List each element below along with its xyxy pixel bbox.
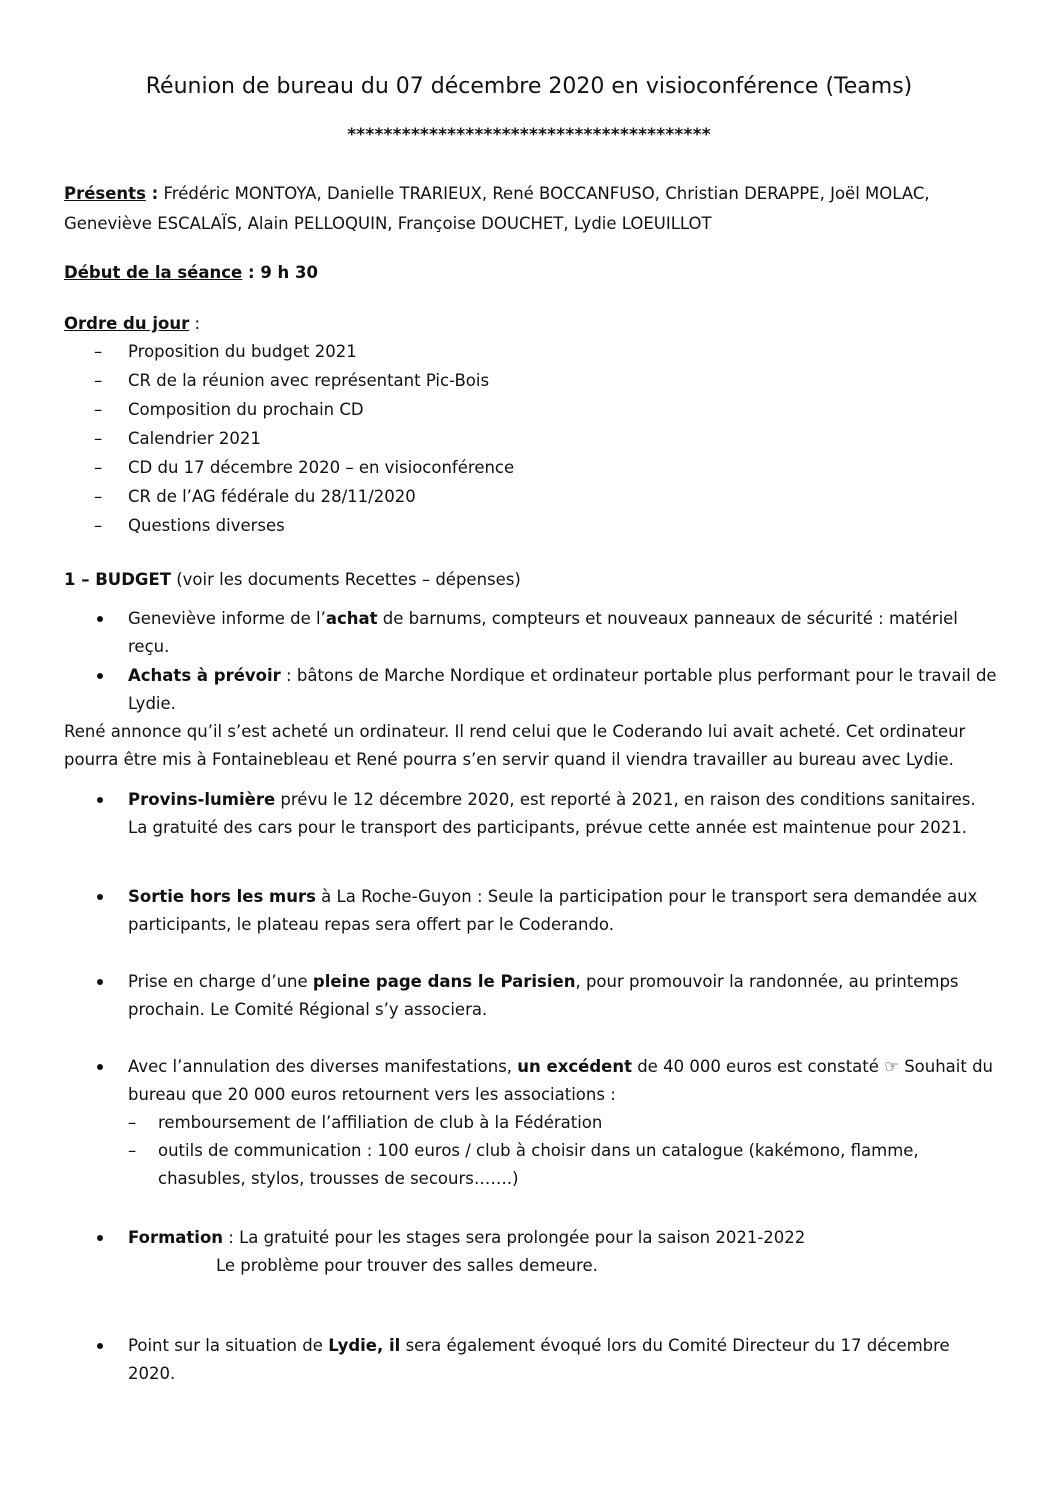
budget-bullet-formation: Formation : La gratuité pour les stages sera prolongée pour la saison 2021-2022 Le problème pour trouver des salles demeure. <box>64 1224 1000 1280</box>
bullet-dot <box>97 797 103 803</box>
rene-paragraph: René annonce qu’il s’est acheté un ordinateur. Il rend celui que le Coderando lui avait acheté. Cet ordinateur pourra être mis à Fontainebleau et René pourra s’en servir quand il viendra travailler au bureau avec Lydie. <box>64 722 966 769</box>
budget-prefix: 1 – <box>64 570 96 589</box>
ordre-label: Ordre du jour <box>64 314 190 333</box>
bullet-dot <box>97 1064 103 1070</box>
agenda-item: – Composition du prochain CD <box>94 400 364 419</box>
ordre-heading <box>64 310 1000 338</box>
presents-colon: : <box>145 184 159 203</box>
debut-section <box>64 259 1000 287</box>
formation-line2: Le problème pour trouver des salles demeure. <box>216 1256 598 1275</box>
page-title: Réunion de bureau du 07 décembre 2020 en visioconférence (Teams) <box>145 74 913 99</box>
agenda-item: – Proposition du budget 2021 <box>94 342 357 361</box>
bullet-dot <box>97 979 103 985</box>
budget-bullet-lydie: Point sur la situation de Lydie, il sera également évoqué lors du Comité Directeur du 17 décembre 2020. <box>64 1332 1000 1388</box>
presents-names-line2: Geneviève ESCALAÏS, Alain PELLOQUIN, Françoise DOUCHET, Lydie LOEUILLOT <box>64 214 712 233</box>
ordre-colon: : <box>189 314 201 333</box>
budget-title: BUDGET <box>95 570 171 589</box>
agenda-item: – CR de l’AG fédérale du 28/11/2020 <box>94 487 416 506</box>
bullet-dot <box>97 673 103 679</box>
budget-bullet-parisien: Prise en charge d’une pleine page dans le Parisien, pour promouvoir la randonnée, au printemps prochain. Le Comité Régional s’y associera. <box>64 968 1000 1024</box>
agenda-item: – Questions diverses <box>94 516 285 535</box>
excedent-sub-item: – remboursement de l’affiliation de club à la Fédération <box>128 1113 603 1132</box>
budget-bullet-excedent: Avec l’annulation des diverses manifestations, un excédent de 40 000 euros est constaté ☞ Souhait du bureau que 20 000 euros retournent vers les associations : – remboursement de l’affiliation de club à la Fédération – outils de communication : 100 euros / club à choisir dans un catalogue (kakémono, flamme, chasubles, stylos, trousses de secours…….) <box>64 1053 1000 1193</box>
bullet-dot <box>97 1235 103 1241</box>
budget-bullet-sortie: Sortie hors les murs à La Roche-Guyon : Seule la participation pour le transport sera demandée aux participants, le plateau repas sera offert par le Coderando. <box>64 883 1000 939</box>
budget-bullet-achats-prevoir: Achats à prévoir : bâtons de Marche Nordique et ordinateur portable plus performant pour le travail de Lydie. <box>64 662 1000 718</box>
bullet-dot <box>97 1343 103 1349</box>
budget-note: (voir les documents Recettes – dépenses) <box>170 570 521 589</box>
agenda-item: – Calendrier 2021 <box>94 429 261 448</box>
presents-section <box>64 179 1000 239</box>
agenda-item: – CR de la réunion avec représentant Pic-Bois <box>94 371 490 390</box>
bullet-dot <box>97 616 103 622</box>
debut-value: : 9 h 30 <box>242 263 318 282</box>
separator: **************************************** <box>347 125 711 145</box>
agenda-item: – CD du 17 décembre 2020 – en visioconférence <box>94 458 515 477</box>
agenda-list <box>64 338 1000 541</box>
budget-bullet-provins: Provins-lumière prévu le 12 décembre 2020, est reporté à 2021, en raison des conditions sanitaires. La gratuité des cars pour le transport des participants, prévue cette année est maintenue pour 2021. <box>64 786 1000 842</box>
bullet-dot <box>97 894 103 900</box>
budget-bullet-achat: Geneviève informe de l’achat de barnums, compteurs et nouveaux panneaux de sécurité : matériel reçu. <box>64 605 1000 661</box>
excedent-sub-item: – outils de communication : 100 euros / club à choisir dans un catalogue (kakémono, flamme, chasubles, stylos, trousses de secours…….) <box>128 1141 919 1188</box>
budget-heading <box>64 566 1000 594</box>
presents-label: Présents <box>64 184 146 203</box>
presents-names-line1: Frédéric MONTOYA, Danielle TRARIEUX, René BOCCANFUSO, Christian DERAPPE, Joël MOLAC, <box>158 184 930 203</box>
debut-label: Début de la séance <box>64 263 243 282</box>
